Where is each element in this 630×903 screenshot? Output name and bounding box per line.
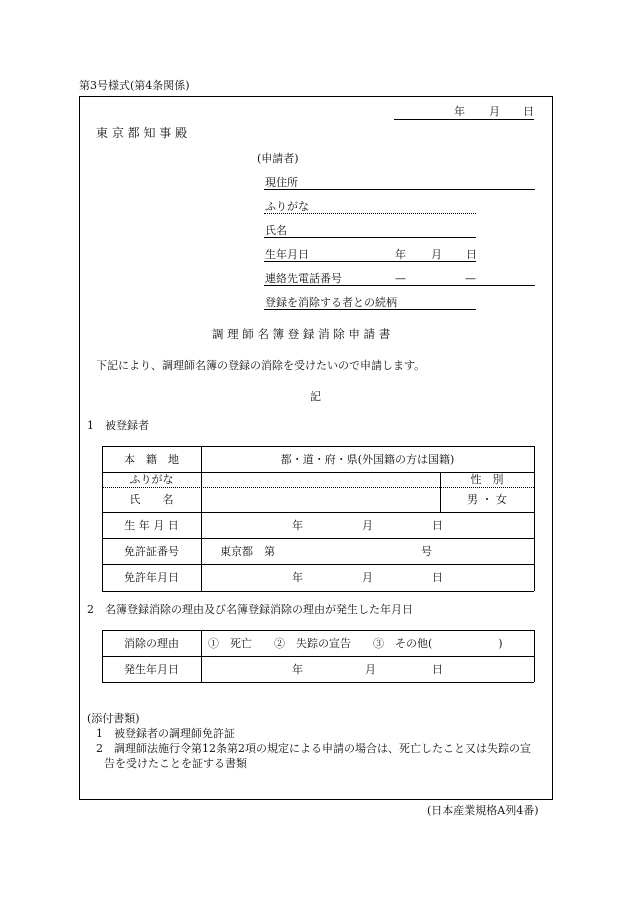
occurrence-year: 年 [292,663,303,676]
registrant-name-field[interactable] [201,487,440,512]
license-month: 月 [362,571,373,584]
footer-note: (日本産業規格A列4番) [427,804,539,817]
date-underline [394,119,534,120]
reason-label: 消除の理由 [124,636,179,650]
table2-line [102,682,534,683]
applicant-birthdate-field[interactable] [264,261,476,262]
applicant-name-label: 氏名 [265,224,287,237]
addressee: 東 京 都 知 事 殿 [96,126,188,140]
registrant-furigana-field[interactable] [201,472,440,487]
applicant-relation-label: 登録を消除する者との続柄 [265,296,397,309]
applicant-phone-field[interactable] [264,285,535,286]
occurrence-month: 月 [365,663,376,676]
applicant-birth-day: 日 [466,248,477,261]
table1-line [534,446,535,591]
license-year: 年 [292,571,303,584]
attachment-item-2-line-1: 2 調理師法施行令第12条第2項の規定による申請の場合は、死亡したこと又は失踪の宣 [96,742,531,755]
form-number: 第3号様式(第4条関係) [79,79,190,92]
registrant-birthdate-label: 生 年 月 日 [124,518,179,532]
applicant-furigana-label: ふりがな [265,200,309,213]
applicant-address-label: 現住所 [265,176,298,189]
section1-heading: 1 被登録者 [87,419,149,432]
attachment-item-2-line-2: 告を受けたことを証する書類 [104,757,247,770]
ki-heading: 記 [310,390,321,403]
applicant-heading: (申請者) [257,152,299,165]
date-month-label: 月 [489,105,500,118]
honseki-label: 本 籍 地 [124,452,179,466]
applicant-birthdate-label: 生年月日 [265,248,309,261]
applicant-phone-sep2: — [465,272,476,285]
license-day: 日 [432,571,443,584]
registrant-birth-month: 月 [362,519,373,532]
occurrence-day: 日 [432,663,443,676]
table1-line [102,591,534,592]
license-number-suffix: 号 [421,545,432,558]
applicant-name-field[interactable] [264,237,476,238]
registrant-furigana-label: ふりがな [129,473,174,486]
license-date-label: 免許年月日 [124,571,179,584]
date-year-label: 年 [454,105,465,118]
applicant-furigana-field[interactable] [264,213,476,214]
applicant-address-field[interactable] [264,189,535,190]
registrant-birth-day: 日 [432,519,443,532]
license-number-prefix: 東京都 第 [220,545,275,558]
reason-options[interactable]: ① 死亡 ② 失踪の宣告 ③ その他( ) [208,637,503,650]
attachments-heading: (添付書類) [87,712,140,725]
document-title: 調 理 師 名 簿 登 録 消 除 申 請 書 [212,327,391,341]
date-day-label: 日 [523,105,534,118]
applicant-birth-year: 年 [395,248,406,261]
honseki-value[interactable]: 都・道・府・県(外国籍の方は国籍) [280,452,455,466]
table2-line [534,630,535,682]
license-number-label: 免許証番号 [124,544,179,558]
attachment-item-1: 1 被登録者の調理師免許証 [96,727,235,740]
applicant-relation-field[interactable] [264,309,476,310]
registrant-name-label: 氏 名 [129,493,174,506]
sex-label: 性 別 [470,473,504,486]
sex-value[interactable]: 男 ・ 女 [467,493,507,506]
applicant-birth-month: 月 [431,248,442,261]
intro-text: 下記により、調理師名簿の登録の消除を受けたいので申請します。 [96,359,426,372]
occurrence-date-label: 発生年月日 [124,662,179,676]
registrant-birth-year: 年 [292,519,303,532]
table2-line [201,630,202,682]
section2-heading: 2 名簿登録消除の理由及び名簿登録消除の理由が発生した年月日 [87,603,413,616]
applicant-phone-sep1: — [395,272,406,285]
applicant-phone-label: 連絡先電話番号 [265,272,342,285]
